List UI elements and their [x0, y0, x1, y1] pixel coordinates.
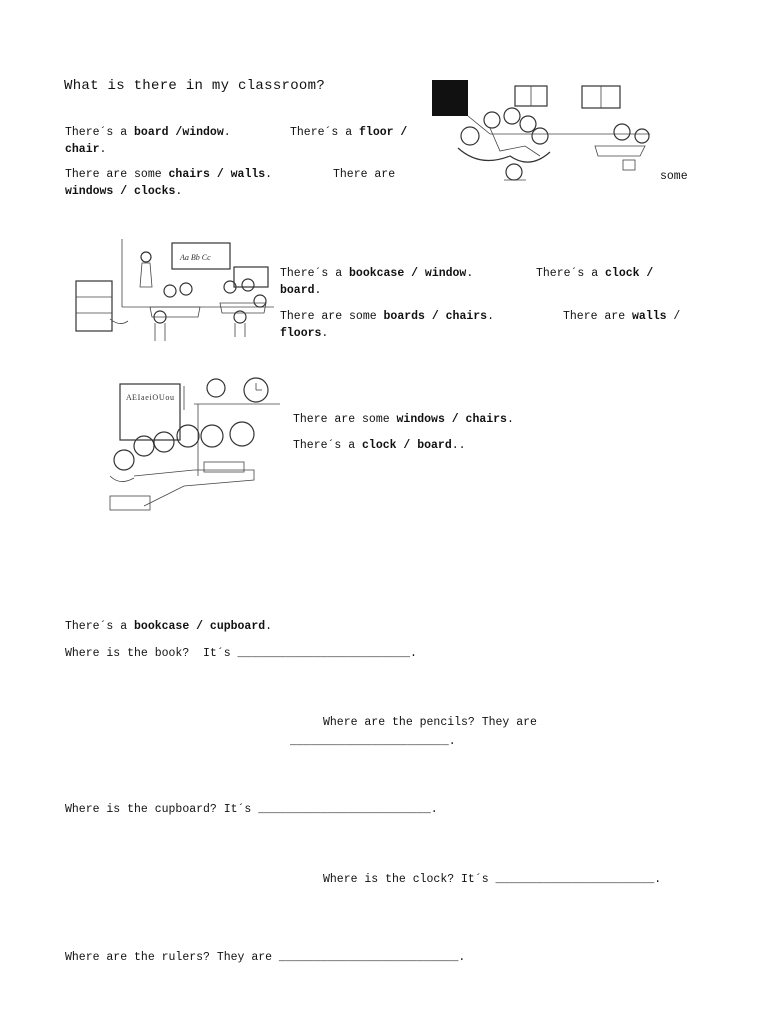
sentence-clock-board-cont: board. [280, 284, 322, 297]
sentence-bookcase-cupboard: There´s a bookcase / cupboard. [65, 620, 273, 633]
sentence-windows-clocks-cont: windows / clocks. [65, 185, 183, 198]
sentence-windows-clocks: There are [333, 168, 396, 181]
sentence-floor-chair: There´s a floor / [290, 126, 408, 139]
sentence-floor-chair-cont: chair. [65, 143, 107, 156]
sentence-clock-board: There´s a clock / [536, 267, 654, 280]
blackboard-shape [432, 80, 468, 116]
sentence-windows-chairs: There are some windows / chairs. [293, 413, 514, 426]
question-cupboard: Where is the cupboard? It´s _________________________. [65, 803, 438, 816]
question-pencils-blank: _______________________. [290, 735, 456, 748]
classroom-illustration-3 [104, 376, 284, 514]
globe-shape [207, 379, 225, 397]
question-clock: Where is the clock? It´s _______________________. [323, 873, 662, 886]
question-pencils: Where are the pencils? They are [323, 716, 537, 729]
question-rulers: Where are the rulers? They are __________________________. [65, 951, 466, 964]
question-book: Where is the book? It´s _________________________. [65, 647, 417, 660]
sentence-bookcase-window: There´s a bookcase / window. [280, 267, 474, 280]
sentence-clock-board-3: There´s a clock / board.. [293, 439, 466, 452]
bookcase-shape [76, 281, 112, 331]
board-letters: Aa Bb Cc [180, 253, 211, 262]
sentence-chairs-walls: There are some chairs / walls. [65, 168, 273, 181]
page-title: What is there in my classroom? [64, 78, 326, 94]
sentence-windows-clocks-some: some [660, 170, 688, 183]
classroom-illustration-2 [70, 237, 275, 343]
classroom-illustration-1 [430, 76, 652, 188]
sentence-board-window: There´s a board /window. [65, 126, 231, 139]
vowel-chart-letters: A E I a e i O U o u [126, 393, 174, 402]
sentence-walls-floors-cont: floors. [280, 327, 329, 340]
sentence-walls-floors: There are walls / [563, 310, 681, 323]
sentence-boards-chairs: There are some boards / chairs. [280, 310, 494, 323]
